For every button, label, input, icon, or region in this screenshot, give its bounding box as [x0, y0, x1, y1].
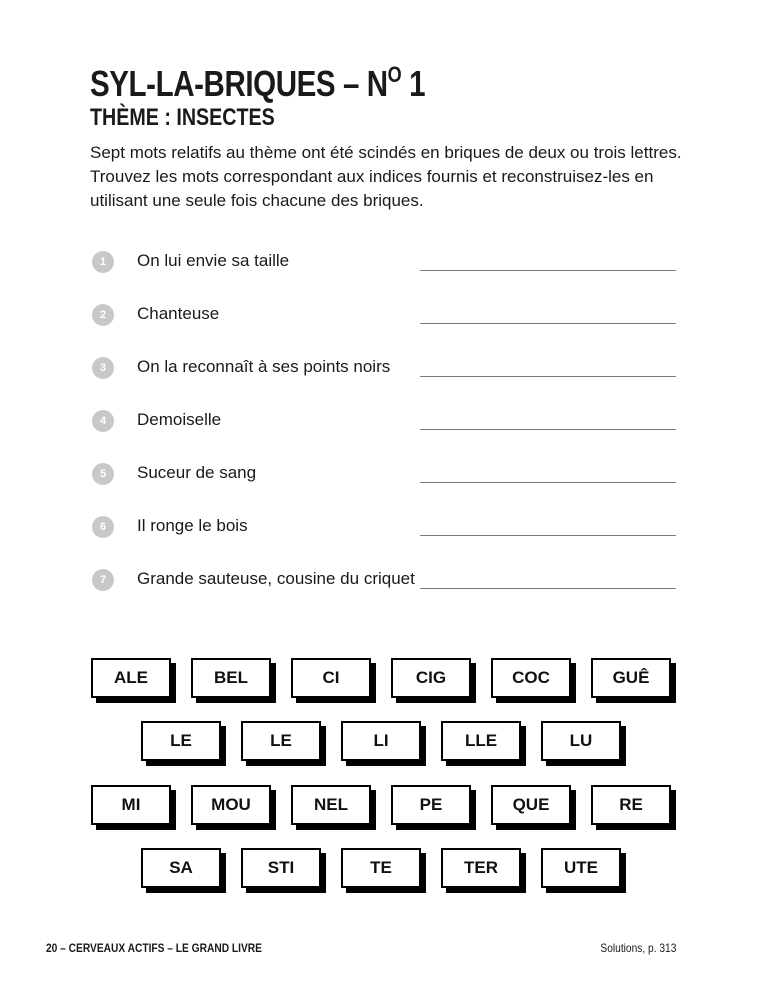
syllable-brick[interactable]: UTE [541, 848, 621, 888]
title-main: SYL-LA-BRIQUES – N [90, 63, 388, 104]
syllable-brick[interactable]: NEL [291, 785, 371, 825]
syllable-brick[interactable]: CI [291, 658, 371, 698]
syllable-brick[interactable]: MOU [191, 785, 271, 825]
clue-text: Suceur de sang [137, 463, 257, 482]
clue-number-badge: 5 [92, 463, 114, 485]
syllable-brick[interactable]: RE [591, 785, 671, 825]
clue-text: Chanteuse [137, 304, 220, 323]
syllable-brick[interactable]: LI [341, 721, 421, 761]
theme-heading: THÈME : INSECTES [90, 104, 275, 131]
syllable-brick[interactable]: GUÊ [591, 658, 671, 698]
syllable-brick[interactable]: LE [141, 721, 221, 761]
syllable-brick[interactable]: COC [491, 658, 571, 698]
syllable-brick[interactable]: BEL [191, 658, 271, 698]
answer-line[interactable] [420, 270, 676, 271]
syllable-brick[interactable]: ALE [91, 658, 171, 698]
clue-number-badge: 4 [92, 410, 114, 432]
syllable-brick[interactable]: LE [241, 721, 321, 761]
syllable-brick[interactable]: MI [91, 785, 171, 825]
syllable-brick[interactable]: CIG [391, 658, 471, 698]
instructions-text: Sept mots relatifs au thème ont été scindés en briques de deux ou trois lettres. Trouvez les mots correspondant aux indices fournis et reconstruisez-les en utilisant une seule fois chacune des briques. [90, 143, 682, 210]
syllable-brick[interactable]: TE [341, 848, 421, 888]
answer-line[interactable] [420, 482, 676, 483]
clue-number-badge: 3 [92, 357, 114, 379]
clue-row [90, 304, 690, 334]
clue-text: Demoiselle [137, 410, 222, 429]
syllable-brick[interactable]: QUE [491, 785, 571, 825]
clue-row [90, 516, 690, 546]
title-number: 1 [401, 63, 426, 104]
clue-text: Grande sauteuse, cousine du criquet [137, 569, 415, 588]
answer-line[interactable] [420, 323, 676, 324]
syllable-brick[interactable]: SA [141, 848, 221, 888]
answer-line[interactable] [420, 376, 676, 377]
clue-number-badge: 6 [92, 516, 114, 538]
syllable-brick[interactable]: STI [241, 848, 321, 888]
clue-number-badge: 7 [92, 569, 114, 591]
clue-row [90, 569, 690, 599]
answer-line[interactable] [420, 429, 676, 430]
clue-text: On lui envie sa taille [137, 251, 290, 270]
answer-line[interactable] [420, 588, 676, 589]
clue-number-badge: 2 [92, 304, 114, 326]
title-superscript: O [387, 62, 402, 87]
answer-line[interactable] [420, 535, 676, 536]
clue-row [90, 357, 690, 387]
footer-solutions-ref: Solutions, p. 313 [600, 941, 676, 955]
clue-row [90, 251, 690, 281]
clue-text: On la reconnaît à ses points noirs [137, 357, 391, 376]
syllable-brick[interactable]: TER [441, 848, 521, 888]
clue-row [90, 410, 690, 440]
footer-book-title: 20 – CERVEAUX ACTIFS – LE GRAND LIVRE [46, 941, 262, 955]
syllable-brick[interactable]: LLE [441, 721, 521, 761]
clue-text: Il ronge le bois [137, 516, 248, 535]
page-title [90, 62, 425, 105]
syllable-brick[interactable]: LU [541, 721, 621, 761]
clue-number-badge: 1 [92, 251, 114, 273]
clue-row [90, 463, 690, 493]
syllable-brick[interactable]: PE [391, 785, 471, 825]
